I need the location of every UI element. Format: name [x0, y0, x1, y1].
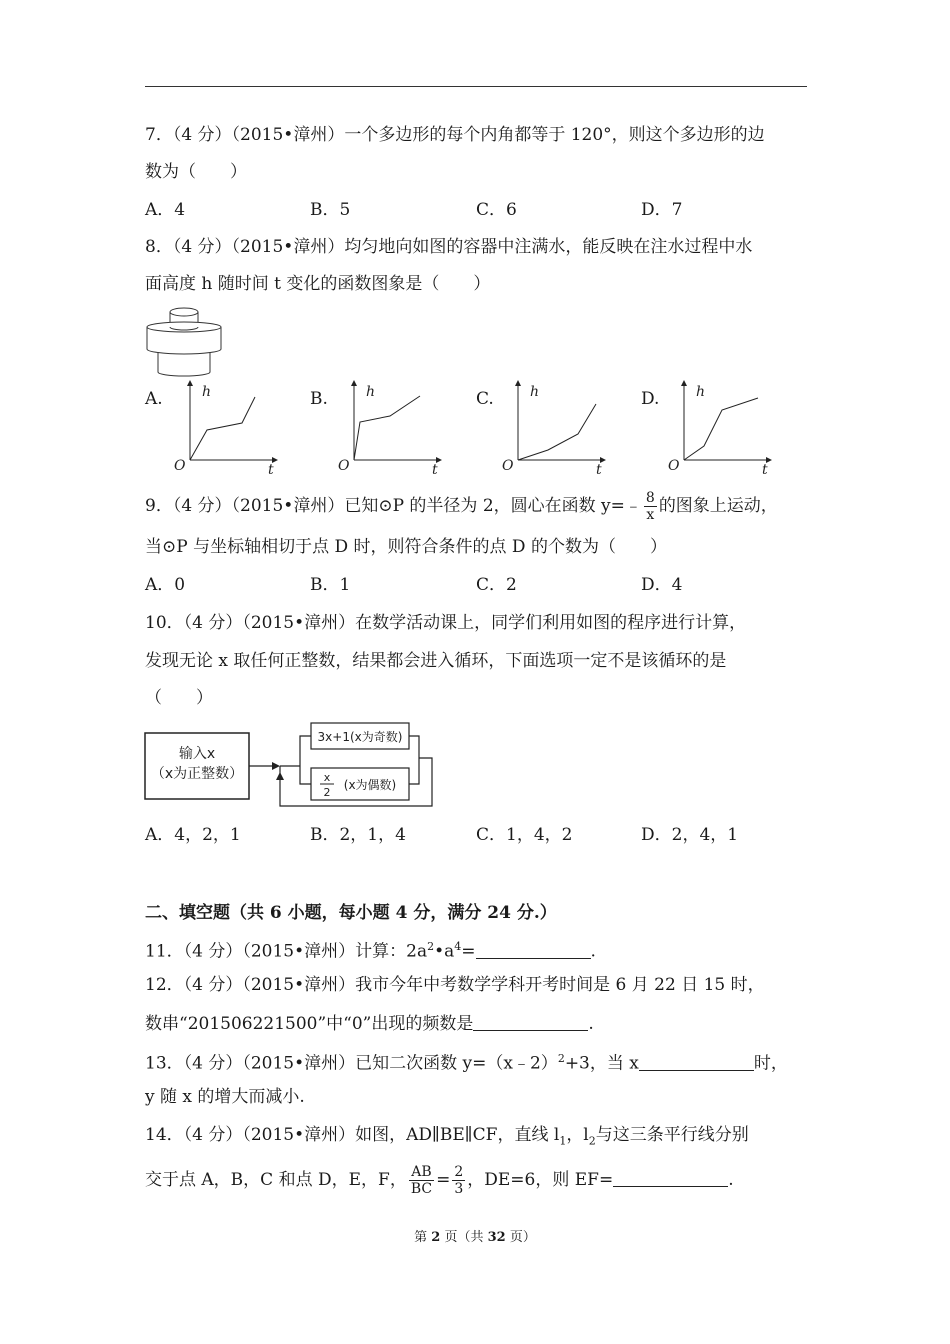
q7-option-a: A．4 [145, 200, 186, 220]
q7-option-c: C．6 [476, 200, 517, 220]
q14-line2-pre: 交于点 A，B，C 和点 D，E，F， [145, 1170, 407, 1190]
q8-option-d-label: D. [641, 389, 660, 409]
q7-line1: 7．（4 分）（2015•漳州）一个多边形的每个内角都等于 120°，则这个多边形的边 [145, 125, 765, 145]
q10-line1: 10．（4 分）（2015•漳州）在数学活动课上，同学们利用如图的程序进行计算， [145, 613, 747, 633]
q14-fraction-1 [409, 1164, 434, 1197]
q9-line2: 当⊙P 与坐标轴相切于点 D 时，则符合条件的点 D 的个数为（ ） [145, 537, 667, 557]
q14-line2-mid: ，DE=6，则 EF= [467, 1170, 614, 1190]
q11-eq: = [461, 941, 476, 962]
flow-even-den: 2 [323, 786, 331, 799]
q8-option-b-label: B. [310, 389, 328, 409]
flowchart [144, 718, 440, 810]
q9-frac-num: 8 [645, 490, 655, 506]
q9-fraction [644, 490, 657, 523]
q8-line1: 8．（4 分）（2015•漳州）均匀地向如图的容器中注满水，能反映在注水过程中水 [145, 237, 753, 257]
q10-option-d: D．2，4，1 [641, 825, 739, 845]
page-footer [0, 1226, 950, 1245]
q11-mid: •a [434, 941, 455, 962]
flow-even-text: (x为偶数) [343, 778, 397, 792]
graph-d-origin: O [668, 458, 680, 474]
q13-line2: y 随 x 的增大而减小. [145, 1087, 305, 1107]
footer-page-number: 2 [431, 1230, 441, 1245]
q10-option-a: A．4，2，1 [145, 825, 241, 845]
q13-line1 [145, 1048, 788, 1075]
footer-mid: 页（共 [440, 1230, 488, 1245]
q7-line2: 数为（ ） [145, 162, 247, 182]
q10-line3: （ ） [145, 688, 213, 708]
q9-line1-post: 的图象上运动， [658, 496, 778, 516]
q12-line1: 12．（4 分）（2015•漳州）我市今年中考数学学科开考时间是 6 月 22 日 15 时， [145, 975, 765, 995]
graph-a-y-label: h [202, 384, 212, 400]
q14-answer-blank[interactable] [613, 1168, 728, 1187]
q11-end: . [590, 941, 596, 962]
q9-option-b: B．1 [310, 575, 351, 595]
q13-line1-pre: 13．（4 分）（2015•漳州）已知二次函数 y=（x﹣2） [145, 1053, 558, 1074]
q13-line1-post: 时， [753, 1053, 788, 1074]
graph-a [172, 378, 282, 478]
q13-sup: 2 [557, 1052, 565, 1065]
q12-answer-blank[interactable] [473, 1012, 588, 1031]
q14-sub1: 1 [559, 1134, 567, 1148]
q14-frac1-num: AB [409, 1164, 434, 1181]
q14-fraction-2 [452, 1164, 465, 1197]
q14-line1-post: 与这三条平行线分别 [595, 1125, 749, 1145]
q9-option-d: D．4 [641, 575, 683, 595]
q14-eq: = [436, 1170, 451, 1190]
q12-end: . [588, 1014, 594, 1034]
q7-option-b: B．5 [310, 200, 351, 220]
q11-sup2: 4 [454, 940, 462, 953]
q14-line1 [145, 1124, 749, 1152]
q10-option-b: B．2，1，4 [310, 825, 406, 845]
q8-option-c-label: C. [476, 389, 494, 409]
q11-answer-blank[interactable] [476, 940, 591, 959]
graph-b-x-label: t [432, 462, 438, 478]
header-rule [145, 86, 807, 87]
q13-answer-blank[interactable] [639, 1052, 754, 1071]
graph-b-y-label: h [366, 384, 376, 400]
q14-frac1-den: BC [410, 1181, 433, 1197]
footer-pre: 第 [414, 1230, 432, 1245]
q14-frac2-num: 2 [454, 1164, 464, 1180]
graph-d-y-label: h [696, 384, 706, 400]
graph-b [336, 378, 446, 478]
q14-line1-pre: 14．（4 分）（2015•漳州）如图，AD∥BE∥CF，直线 l [145, 1125, 560, 1145]
q12-line2 [145, 1012, 594, 1035]
graph-c-y-label: h [530, 384, 540, 400]
q14-frac2-den: 3 [454, 1181, 464, 1197]
graph-c-origin: O [502, 458, 514, 474]
q14-comma: ，l [566, 1125, 589, 1145]
graph-d-x-label: t [762, 462, 768, 478]
q14-sub2: 2 [588, 1134, 596, 1148]
q14-line2 [145, 1164, 734, 1197]
graph-b-origin: O [338, 458, 350, 474]
graph-c-x-label: t [596, 462, 602, 478]
q12-line2-pre: 数串“201506221500”中“0”出现的频数是 [145, 1014, 474, 1034]
q13-line1-mid: +3，当 x [564, 1053, 639, 1074]
q9-option-a: A．0 [145, 575, 186, 595]
graph-c [500, 378, 610, 478]
graph-d [666, 378, 786, 478]
q11-pre: 11．（4 分）（2015•漳州）计算：2a [145, 941, 428, 962]
footer-post: 页） [505, 1230, 536, 1245]
q7-option-d: D．7 [641, 200, 683, 220]
flow-input-line1: 输入x [178, 746, 216, 762]
graph-a-x-label: t [268, 462, 274, 478]
section-heading: 二、填空题（共 6 小题，每小题 4 分，满分 24 分.） [145, 903, 557, 923]
graph-a-origin: O [174, 458, 186, 474]
q9-option-c: C．2 [476, 575, 517, 595]
flow-input-line2: （x为正整数） [150, 766, 244, 782]
container-figure [144, 303, 224, 379]
q11-sup1: 2 [427, 940, 435, 953]
q9-line1 [145, 490, 778, 523]
q11-line [145, 936, 596, 963]
q10-option-c: C．1，4，2 [476, 825, 573, 845]
q10-line2: 发现无论 x 取任何正整数，结果都会进入循环，下面选项一定不是该循环的是 [145, 651, 727, 671]
q8-option-a-label: A. [145, 389, 163, 409]
flow-odd-box: 3x+1(x为奇数) [317, 730, 403, 744]
q9-frac-den: x [646, 507, 655, 523]
q9-line1-pre: 9．（4 分）（2015•漳州）已知⊙P 的半径为 2，圆心在函数 y=﹣ [145, 496, 642, 516]
q14-end: . [728, 1170, 734, 1190]
footer-total-pages: 32 [487, 1230, 506, 1245]
flow-even-num: x [323, 771, 331, 784]
q8-line2: 面高度 h 随时间 t 变化的函数图象是（ ） [145, 274, 491, 294]
